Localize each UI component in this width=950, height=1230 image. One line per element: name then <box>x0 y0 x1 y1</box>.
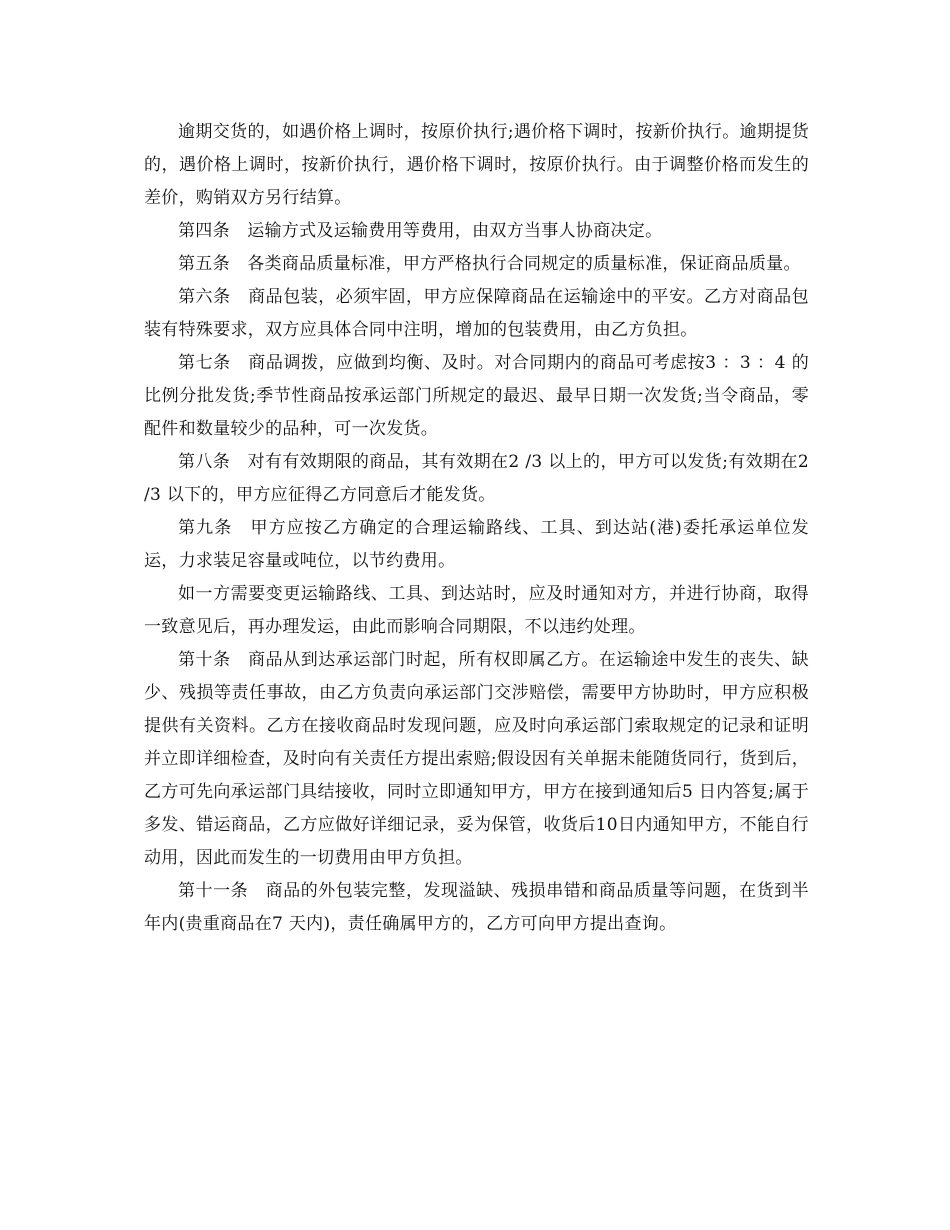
paragraph-article-4: 第四条 运输方式及运输费用等费用，由双方当事人协商决定。 <box>178 221 663 241</box>
paragraph-article-9: 第九条 甲方应按乙方确定的合理运输路线、工具、到达站(港)委托承运单位发运，力求装足容量或吨位，以节约费用。 <box>144 518 809 571</box>
paragraph-route-change: 如一方需要变更运输路线、工具、到达站时，应及时通知对方，并进行协商，取得一致意见后，再办理发运，由此而影响合同期限，不以违约处理。 <box>144 584 809 637</box>
paragraph-late-delivery-pricing: 逾期交货的，如遇价格上调时，按原价执行;遇价格下调时，按新价执行。逾期提货的，遇价格上调时，按新价执行，遇价格下调时，按原价执行。由于调整价格而发生的差价，购销双方另行结算。 <box>144 122 809 208</box>
paragraph-article-11: 第十一条 商品的外包装完整，发现溢缺、残损串错和商品质量等问题，在货到半年内(贵重商品在7 天内)，责任确属甲方的，乙方可向甲方提出查询。 <box>144 881 809 934</box>
paragraph-article-8: 第八条 对有有效期限的商品，其有效期在2 /3 以上的，甲方可以发货;有效期在2 /3 以下的，甲方应征得乙方同意后才能发货。 <box>144 452 809 505</box>
paragraph-article-6: 第六条 商品包装，必须牢固，甲方应保障商品在运输途中的平安。乙方对商品包装有特殊要求，双方应具体合同中注明，增加的包装费用，由乙方负担。 <box>144 287 809 340</box>
document-body <box>144 116 809 941</box>
paragraph-article-7: 第七条 商品调拨，应做到均衡、及时。对合同期内的商品可考虑按3 ：3 ：4 的比例分批发货;季节性商品按承运部门所规定的最迟、最早日期一次发货;当令商品，零配件和数量较少的品种，可一次发货。 <box>144 353 809 439</box>
paragraph-article-5: 第五条 各类商品质量标准，甲方严格执行合同规定的质量标准，保证商品质量。 <box>178 254 801 274</box>
paragraph-article-10: 第十条 商品从到达承运部门时起，所有权即属乙方。在运输途中发生的丧失、缺少、残损等责任事故，由乙方负责向承运部门交涉赔偿，需要甲方协助时，甲方应积极提供有关资料。乙方在接收商品时发现问题，应及时向承运部门索取规定的记录和证明并立即详细检查，及时向有关责任方提出索赔;假设因有关单据未能随货同行，货到后，乙方可先向承运部门具结接收，同时立即通知甲方，甲方在接到通知后5 日内答复;属于多发、错运商品，乙方应做好详细记录，妥为保管，收货后10日内通知甲方，不能自行动用，因此而发生的一切费用由甲方负担。 <box>144 650 809 868</box>
